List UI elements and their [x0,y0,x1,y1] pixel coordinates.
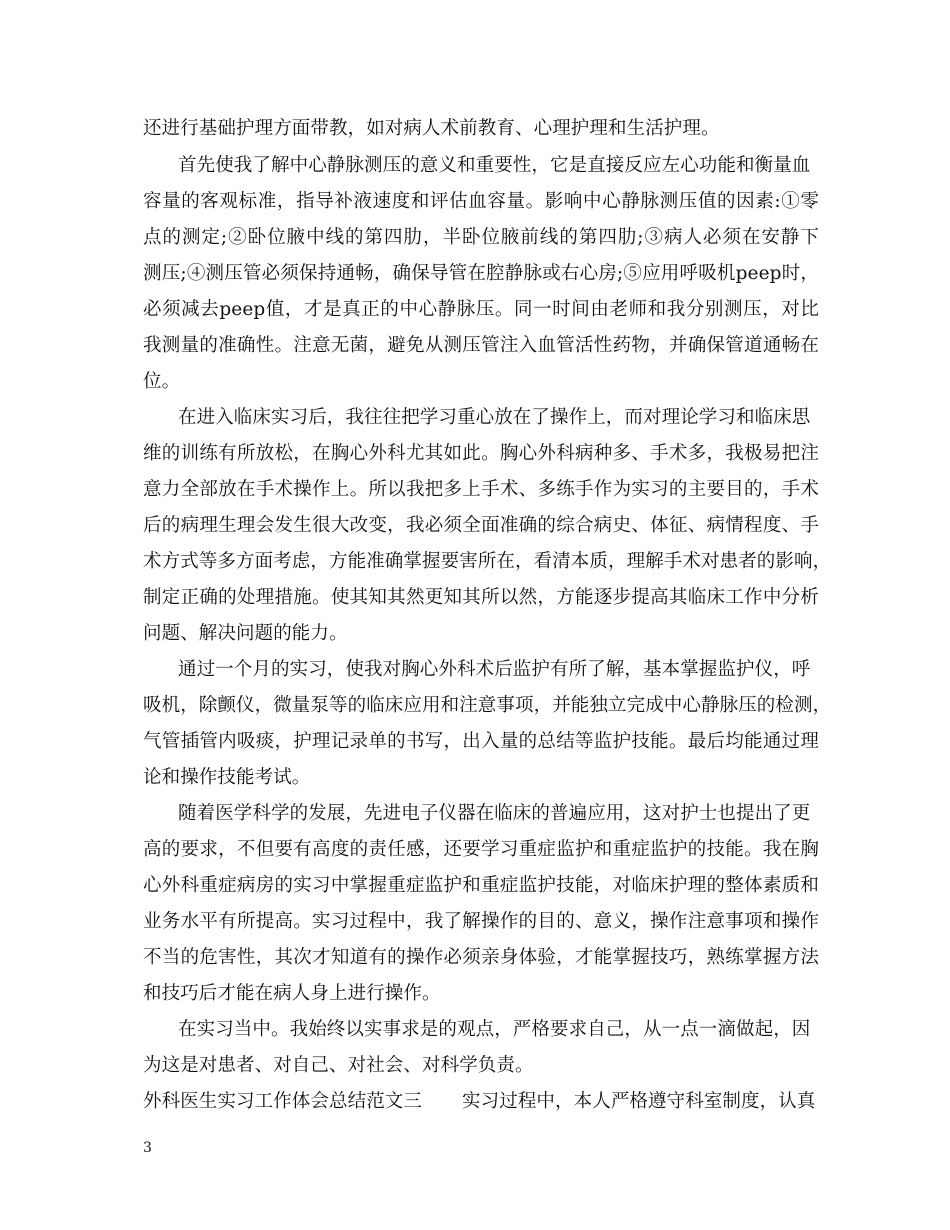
text-line: 不当的危害性，其次才知道有的操作必须亲身体验，才能掌握技巧，熟练掌握方法 [143,947,819,968]
text-line: 容量的客观标准，指导补液速度和评估血容量。影响中心静脉测压值的因素:①零 [143,191,819,212]
section-text: 实习过程中，本人严格遵守科室制度，认真 [462,1091,816,1112]
text-line: 高的要求，不但要有高度的责任感，还要学习重症监护和重症监护的技能。我在胸 [143,839,819,860]
paragraph-line: 随着医学科学的发展，先进电子仪器在临床的普遍应用，这对护士也提出了更 [178,803,811,824]
final-heading-line [143,1090,815,1114]
text-line: 意力全部放在手术操作上。所以我把多上手术、多练手作为实习的主要目的，手术 [143,479,819,500]
text-line: 气管插管内吸痰，护理记录单的书写，出入量的总结等监护技能。最后均能通过理 [143,731,819,752]
page-number: 3 [143,1140,152,1156]
text-line: 维的训练有所放松，在胸心外科尤其如此。胸心外科病种多、手术多，我极易把注 [143,443,819,464]
text-line: 业务水平有所提高。实习过程中，我了解操作的目的、意义，操作注意事项和操作 [143,911,819,932]
text-line: 我测量的准确性。注意无菌，避免从测压管注入血管活性药物，并确保管道通畅在 [143,335,819,356]
paragraph-line: 通过一个月的实习，使我对胸心外科术后监护有所了解，基本掌握监护仪，呼 [178,659,811,680]
text-line: 为这是对患者、对自己、对社会、对科学负责。 [143,1055,534,1076]
text-line: 心外科重症病房的实习中掌握重症监护和重症监护技能，对临床护理的整体素质和 [143,875,819,896]
text-line: 位。 [143,371,181,392]
text-line: 测压;④测压管必须保持通畅，确保导管在腔静脉或右心房;⑤应用呼吸机peep时， [143,263,819,284]
text-line: 吸机，除颤仪，微量泵等的临床应用和注意事项，并能独立完成中心静脉压的检测， [143,695,832,716]
text-line: 后的病理生理会发生很大改变，我必须全面准确的综合病史、体征、病情程度、手 [143,515,819,536]
text-line: 问题、解决问题的能力。 [143,623,348,644]
section-heading: 外科医生实习工作体会总结范文三 [143,1091,423,1112]
paragraph-line: 在实习当中。我始终以实事求是的观点，严格要求自己，从一点一滴做起，因 [178,1019,811,1040]
text-line: 术方式等多方面考虑，方能准确掌握要害所在，看清本质，理解手术对患者的影响， [143,551,832,572]
text-line: 必须减去peep值，才是真正的中心静脉压。同一时间由老师和我分别测压，对比 [143,299,819,320]
text-line: 点的测定;②卧位腋中线的第四肋，半卧位腋前线的第四肋;③病人必须在安静下 [143,227,819,248]
text-line: 和技巧后才能在病人身上进行操作。 [143,983,441,1004]
text-line: 制定正确的处理措施。使其知其然更知其所以然，方能逐步提高其临床工作中分析 [143,587,819,608]
text-line: 还进行基础护理方面带教，如对病人术前教育、心理护理和生活护理。 [143,118,720,139]
text-line: 论和操作技能考试。 [143,767,311,788]
paragraph-line: 首先使我了解中心静脉测压的意义和重要性，它是直接反应左心功能和衡量血 [178,155,811,176]
paragraph-line: 在进入临床实习后，我往往把学习重心放在了操作上，而对理论学习和临床思 [178,407,811,428]
